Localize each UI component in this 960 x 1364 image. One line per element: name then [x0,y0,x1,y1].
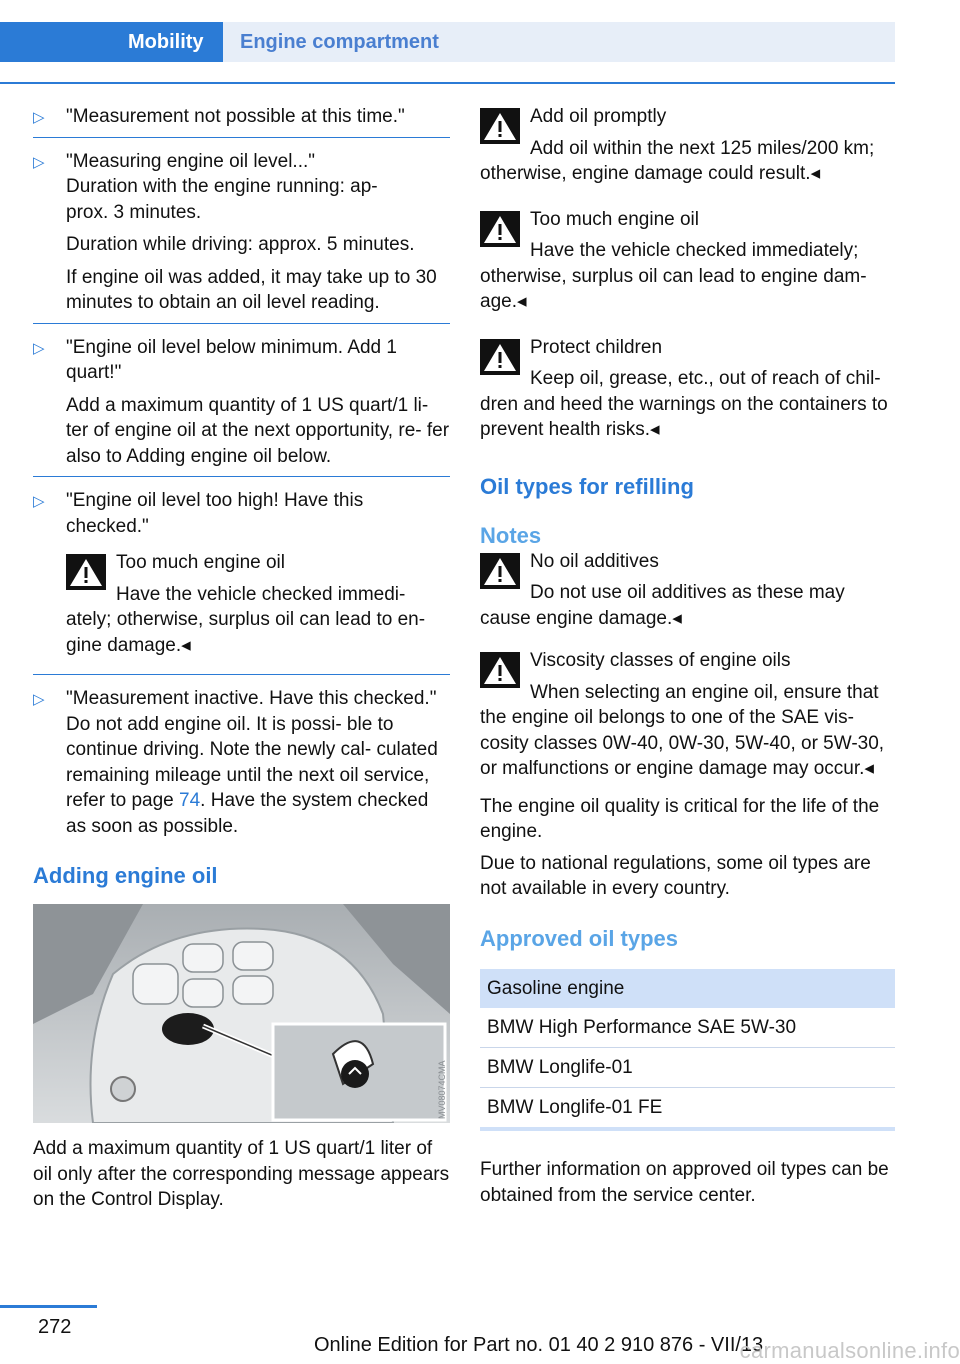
section-heading: Oil types for refilling [480,473,694,499]
list-item [33,149,450,316]
section-tab[interactable]: Mobility [0,22,223,62]
edition-text: Online Edition for Part no. 01 40 2 910 876 - VII/13 [314,1334,764,1356]
warning-note [480,104,895,187]
warning-title: Add oil promptly [530,106,667,127]
warning-title: Protect children [530,336,663,358]
triangle-bullet-icon: ▷ [33,109,45,126]
warning-triangle-icon [480,108,520,144]
warning-note [480,335,895,443]
photo-caption: Add a maximum quantity of 1 US quart/1 liter of oil only after the corresponding message appears on the Control Display. [33,1138,450,1210]
chapter-tab[interactable]: Engine compartment [223,22,895,62]
divider [33,476,450,477]
list-item-title: "Engine oil level below minimum. Add 1 quart!" [66,336,397,383]
list-item-title: "Measurement not possible at this time." [66,106,405,127]
list-item [33,335,450,470]
list-item-text: If engine oil was added, it may take up to 30 minutes to obtain an oil level reading. [66,266,437,313]
warning-text: Have the vehicle checked immedi- ately; otherwise, surplus oil can lead to en- gine damage.◂ [66,583,426,656]
divider [33,674,450,675]
warning-triangle-icon [480,652,520,688]
warning-text: Have the vehicle checked immediately; otherwise, surplus oil can lead to engine dam- age.◂ [480,240,867,312]
photo-code: MV08074CMA [437,1060,447,1119]
table-bottom-rule [480,1127,895,1131]
body-text: Due to national regulations, some oil types are not available in every country. [480,852,871,899]
triangle-bullet-icon: ▷ [33,493,45,510]
warning-triangle-icon [480,339,520,375]
approved-oil-table [480,969,895,1127]
list-item [33,104,450,130]
watermark: carmanualsonline.info [739,1338,960,1363]
warning-title: No oil additives [530,550,659,572]
list-item-title: "Measuring engine oil level..." [66,150,316,172]
footer-rule [0,1305,97,1308]
warning-text: When selecting an engine oil, ensure that the engine oil belongs to one of the SAE vis- cosity classes 0W-40, 0W-30, 5W-40, or 5W-30, or malfunctions or engine damage may occur.◂ [480,681,885,779]
warning-note [480,648,895,782]
subsection-heading: Approved oil types [480,925,679,951]
list-item [33,488,450,658]
triangle-bullet-icon: ▷ [33,153,45,171]
warning-triangle-icon [480,211,520,247]
warning-note [66,550,450,658]
list-item-text: Add a maximum quantity of 1 US quart/1 li- ter of engine oil at the next opportunity, re- fer also to Adding engine oil below. [66,394,450,467]
warning-title: Viscosity classes of engine oils [530,650,791,671]
table-row [480,1008,895,1048]
body-text: Further information on approved oil types can be obtained from the service center. [480,1159,889,1206]
list-item-text: prox. 3 minutes. [66,201,202,223]
table-header-cell: Gasoline engine [480,969,895,1008]
warning-title: Too much engine oil [116,552,285,573]
triangle-bullet-icon: ▷ [33,691,45,708]
table-row [480,1048,895,1088]
triangle-bullet-icon: ▷ [33,339,45,357]
left-column [33,104,450,938]
filler-neck-photo [33,904,450,1123]
warning-text: Add oil within the next 125 miles/200 km; otherwise, engine damage could result.◂ [480,137,875,184]
header-rule [0,82,895,84]
list-item [33,686,450,839]
divider [33,323,450,324]
section-heading: Adding engine oil [33,863,218,888]
warning-text: Do not use oil additives as these may cause engine damage.◂ [480,582,845,629]
warning-note [480,549,895,632]
table-cell: BMW Longlife-01 [480,1048,895,1088]
engine-compartment-illustration [33,904,450,1123]
page-header [0,22,895,62]
caption-block [33,1136,450,1213]
table-header-row [480,969,895,1008]
list-item-text: Duration with the engine running: ap- [66,176,378,197]
divider [33,137,450,138]
body-text: The engine oil quality is critical for the life of the engine. [480,795,880,842]
table-cell: BMW High Performance SAE 5W-30 [480,1008,895,1048]
list-item-text: "Measurement inactive. Have this checked." Do not add engine oil. It is possi- ble to continue driving. Note the newly cal- culated remaining mileage until the next oil service, refer to page 74. Have the system checked as soon as possible. [66,688,438,837]
warning-note [480,207,895,315]
warning-triangle-icon [480,553,520,589]
list-item-text: Duration while driving: approx. 5 minutes. [66,234,415,255]
page-link[interactable]: 74 [179,790,201,811]
warning-text: Keep oil, grease, etc., out of reach of chil- dren and heed the warnings on the containers to prevent health risks.◂ [480,368,888,440]
table-cell: BMW Longlife-01 FE [487,1096,663,1118]
right-column [480,104,895,1208]
list-item-title: "Engine oil level too high! Have this checked." [66,490,364,537]
table-row [480,1088,895,1128]
page-number: 272 [38,1316,72,1338]
warning-title: Too much engine oil [530,208,699,230]
subsection-heading: Notes [480,523,542,548]
warning-triangle-icon [66,554,106,590]
